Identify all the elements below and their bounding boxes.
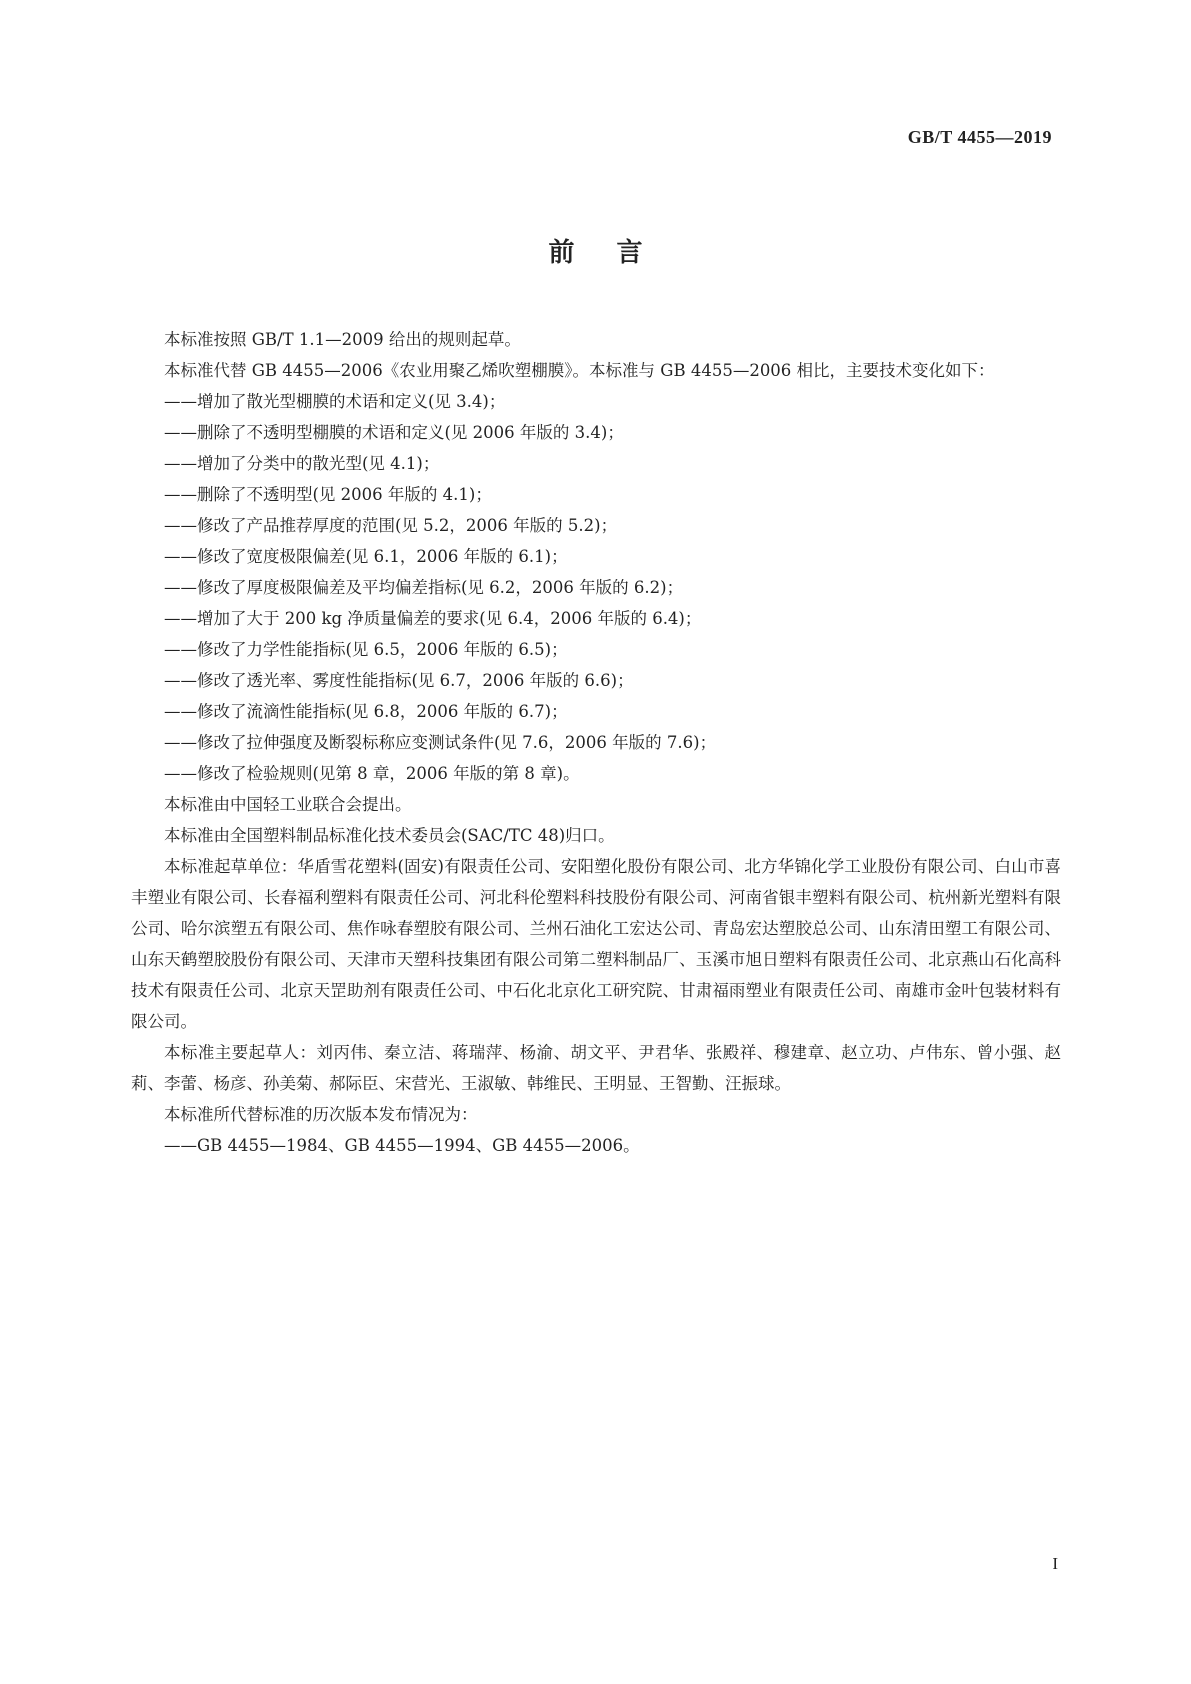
change-item: ——增加了散光型棚膜的术语和定义(见 3.4)； bbox=[164, 392, 506, 411]
change-item: ——修改了力学性能指标(见 6.5，2006 年版的 6.5)； bbox=[164, 640, 568, 659]
change-item: ——修改了宽度极限偏差(见 6.1，2006 年版的 6.1)； bbox=[164, 547, 568, 566]
history-item: ——GB 4455—1984、GB 4455—1994、GB 4455—2006。 bbox=[164, 1136, 640, 1155]
change-item: ——修改了检验规则(见第 8 章，2006 年版的第 8 章)。 bbox=[164, 764, 580, 783]
change-item: ——增加了分类中的散光型(见 4.1)； bbox=[164, 454, 440, 473]
paragraph-committee: 本标准由全国塑料制品标准化技术委员会(SAC/TC 48)归口。 bbox=[164, 826, 615, 845]
paragraph-replacement: 本标准代替 GB 4455—2006《农业用聚乙烯吹塑棚膜》。本标准与 GB 4455—2006 相比，主要技术变化如下： bbox=[164, 361, 995, 380]
paragraph-history-intro: 本标准所代替标准的历次版本发布情况为： bbox=[164, 1105, 478, 1124]
change-item: ——修改了透光率、雾度性能指标(见 6.7，2006 年版的 6.6)； bbox=[164, 671, 634, 690]
page-title: 前言 bbox=[548, 238, 685, 268]
paragraph-drafters: 本标准主要起草人：刘丙伟、秦立洁、蒋瑞萍、杨渝、胡文平、尹君华、张殿祥、穆建章、赵立功、卢伟东、曾小强、赵莉、李蕾、杨彦、孙美菊、郝际臣、宋营光、王淑敏、韩维民、王明显、王智勤、汪振球。 bbox=[131, 1043, 1061, 1093]
paragraph-drafting-rules: 本标准按照 GB/T 1.1—2009 给出的规则起草。 bbox=[164, 330, 521, 349]
foreword-body bbox=[131, 324, 1061, 1161]
change-item: ——修改了流滴性能指标(见 6.8，2006 年版的 6.7)； bbox=[164, 702, 568, 721]
change-item: ——删除了不透明型棚膜的术语和定义(见 2006 年版的 3.4)； bbox=[164, 423, 624, 442]
change-item: ——修改了拉伸强度及断裂标称应变测试条件(见 7.6，2006 年版的 7.6)； bbox=[164, 733, 717, 752]
paragraph-proposer: 本标准由中国轻工业联合会提出。 bbox=[164, 795, 412, 814]
paragraph-drafting-units: 本标准起草单位：华盾雪花塑料(固安)有限责任公司、安阳塑化股份有限公司、北方华锦化学工业股份有限公司、白山市喜丰塑业有限公司、长春福利塑料有限责任公司、河北科伦塑料科技股份有限公司、河南省银丰塑料有限公司、杭州新光塑料有限公司、哈尔滨塑五有限公司、焦作咏春塑胶有限公司、兰州石油化工宏达公司、青岛宏达塑胶总公司、山东清田塑工有限公司、山东天鹤塑胶股份有限公司、天津市天塑科技集团有限公司第二塑料制品厂、玉溪市旭日塑料有限责任公司、北京燕山石化高科技术有限责任公司、北京天罡助剂有限责任公司、中石化北京化工研究院、甘肃福雨塑业有限责任公司、南雄市金叶包装材料有限公司。 bbox=[131, 857, 1061, 1031]
change-item: ——增加了大于 200 kg 净质量偏差的要求(见 6.4，2006 年版的 6.4)； bbox=[164, 609, 702, 628]
document-code: GB/T 4455—2019 bbox=[907, 127, 1052, 147]
change-item: ——修改了厚度极限偏差及平均偏差指标(见 6.2，2006 年版的 6.2)； bbox=[164, 578, 684, 597]
change-item: ——删除了不透明型(见 2006 年版的 4.1)； bbox=[164, 485, 492, 504]
page-number: I bbox=[1052, 1554, 1058, 1573]
change-item: ——修改了产品推荐厚度的范围(见 5.2，2006 年版的 5.2)； bbox=[164, 516, 618, 535]
